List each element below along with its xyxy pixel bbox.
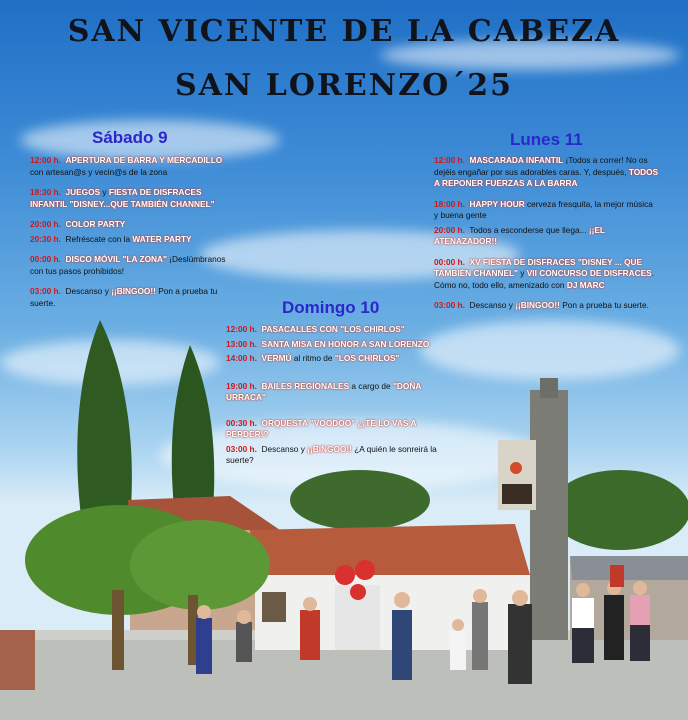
event-time: 14:00 h. — [226, 353, 257, 363]
event-text: Descanso y — [65, 286, 112, 296]
event-highlight: VERMÚ — [261, 353, 292, 363]
day-heading-domingo: Domingo 10 — [282, 298, 380, 317]
poster-title-line2: SAN LORENZO´25 — [174, 68, 514, 103]
event-highlight: WATER PARTY — [132, 233, 192, 244]
event — [434, 300, 659, 312]
event-text: Descanso y — [261, 443, 308, 454]
event-time: 12:00 h. — [30, 155, 61, 165]
event-highlight: FIESTA DE DISFRACES INFANTIL "DISNEY...QUE TAMBIÉN CHANNEL" — [30, 187, 215, 209]
event-time: 13:00 h. — [226, 338, 257, 349]
event-text: Descanso y — [469, 300, 516, 310]
event — [226, 353, 448, 365]
event-text: con artesan@s y vecin@s de la zona — [30, 166, 168, 177]
event-text: cerveza fresquita, la mejor música y buena gente — [434, 198, 653, 220]
event-highlight: HAPPY HOUR — [469, 198, 525, 209]
event-time: 03:00 h. — [30, 286, 61, 296]
schedule-domingo — [226, 324, 448, 476]
event-text: Todos a esconderse que llega... — [469, 224, 589, 235]
event-time: 12:00 h. — [434, 155, 465, 165]
day-heading-lunes: Lunes 11 — [510, 130, 583, 149]
event-highlight: XV FIESTA DE DISFRACES "DISNEY ... QUE TAMBIÉN CHANNEL" — [434, 256, 643, 278]
event-highlight: COLOR PARTY — [65, 219, 126, 229]
event-text: Refréscate con la — [65, 233, 133, 244]
event-time: 20:30 h. — [30, 233, 61, 244]
event-time: 00:00 h. — [434, 256, 465, 267]
event-text: Pon a prueba tu suerte. — [30, 286, 218, 308]
event-highlight: ¡¡BINGOO!! — [515, 300, 560, 310]
event-time: 20:00 h. — [434, 224, 465, 235]
event-time: 03:00 h. — [226, 443, 257, 454]
event — [226, 418, 448, 441]
event — [434, 199, 659, 222]
event-highlight: "LOS CHIRLOS" — [334, 353, 400, 363]
event-text: . Cómo no, todo ello, amenizado con — [434, 268, 654, 290]
event — [30, 234, 235, 246]
event — [434, 257, 659, 292]
event-highlight: TODOS A REPONER FUERZAS A LA BARRA — [434, 166, 659, 188]
event-time: 00:00 h. — [30, 254, 61, 264]
event-time: 00:30 h. — [226, 417, 257, 428]
event — [434, 155, 659, 190]
event-time: 19:00 h. — [226, 380, 257, 391]
event-text: ¿A quién le sonreirá la suerte? — [226, 443, 437, 465]
event-highlight: "DOÑA URRACA" — [226, 380, 422, 402]
event — [30, 254, 235, 277]
schedule-sabado — [30, 155, 235, 318]
poster-title-line1: SAN VICENTE DE LA CABEZA — [67, 14, 621, 49]
event-text: a cargo de — [349, 380, 393, 391]
event-highlight: ¡¡BINGOO!! — [307, 443, 352, 454]
event-highlight: APERTURA DE BARRA Y MERCADILLO — [65, 155, 223, 165]
event-highlight: VII CONCURSO DE DISFRACES — [526, 268, 652, 278]
event-highlight: ORQUESTA "VOODOO" — [261, 417, 356, 428]
event — [226, 339, 448, 351]
event-text: y — [100, 187, 109, 197]
schedule-lunes — [434, 155, 659, 321]
event-highlight: BAILES REGIONALES — [261, 380, 350, 391]
event-highlight: MASCARADA INFANTIL — [469, 155, 564, 165]
event — [30, 155, 235, 178]
event-time: 20:00 h. — [30, 219, 61, 229]
event-highlight: SANTA MISA EN HONOR A SAN LORENZO — [261, 338, 430, 349]
event-highlight: ¡¡EL ATENAZADOR!! — [434, 224, 605, 246]
event — [30, 286, 235, 309]
event — [226, 381, 448, 404]
event-text: Pon a prueba tu suerte. — [559, 300, 649, 310]
event — [30, 187, 235, 210]
day-heading-sabado: Sábado 9 — [92, 128, 168, 147]
event — [226, 444, 448, 467]
event-time: 12:00 h. — [226, 324, 257, 334]
event-text: y — [517, 268, 527, 278]
event — [30, 219, 235, 231]
event-text: ¡Todos a correr! No os dejéis engañar por sus adorables caras. Y, después, — [434, 155, 648, 177]
event-time: 03:00 h. — [434, 300, 465, 310]
event-text: al ritmo de — [291, 353, 335, 363]
event-highlight: DISCO MÓVIL "LA ZONA" — [65, 254, 167, 264]
event-time: 18:30 h. — [30, 187, 61, 197]
event-text: ¡Deslúmbranos con tus pasos prohibidos! — [30, 254, 226, 276]
event — [226, 324, 448, 336]
event-highlight: JUEGOS — [65, 187, 101, 197]
event-highlight: DJ MARC — [566, 279, 605, 290]
event — [434, 225, 659, 248]
event-highlight: ¿¡TE LO VAS A PERDER!? — [226, 417, 417, 439]
event-highlight: PASACALLES CON "LOS CHIRLOS" — [261, 324, 405, 334]
event-highlight: ¡¡BINGOO!! — [111, 286, 156, 296]
event-time: 18:00 h. — [434, 198, 465, 209]
